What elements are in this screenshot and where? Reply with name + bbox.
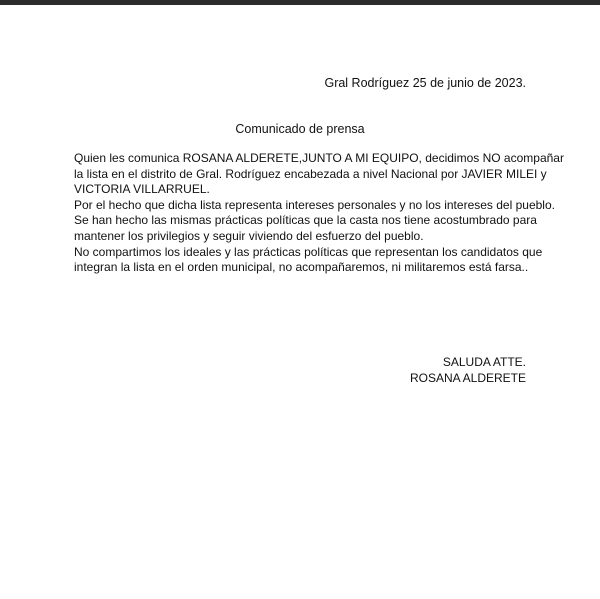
signature-block [410,354,526,386]
document-date: Gral Rodríguez 25 de junio de 2023. [324,76,526,90]
top-edge-bar [0,0,600,5]
body-line: integran la lista en el orden municipal, no acompañaremos, ni militaremos está farsa.. [74,260,529,275]
signature-closing: SALUDA ATTE. [442,355,526,369]
body-line: Se han hecho las mismas prácticas políticas que la casta nos tiene acostumbrado para [74,213,537,228]
document-body [74,151,564,276]
body-line: la lista en el distrito de Gral. Rodríguez encabezada a nivel Nacional por JAVIER MILEI y [74,166,547,181]
body-line: Quien les comunica ROSANA ALDERETE,JUNTO A MI EQUIPO, decidimos NO acompañar [74,151,564,165]
body-line: mantener los privilegios y seguir viviendo del esfuerzo del pueblo. [74,228,424,243]
signature-name: ROSANA ALDERETE [409,371,526,385]
body-line: No compartimos los ideales y las prácticas políticas que representan los candidatos que [74,244,543,259]
body-line: Por el hecho que dicha lista representa intereses personales y no los intereses del pueblo. [74,197,555,212]
document-title: Comunicado de prensa [235,122,365,136]
body-line: VICTORIA VILLARRUEL. [74,182,210,197]
